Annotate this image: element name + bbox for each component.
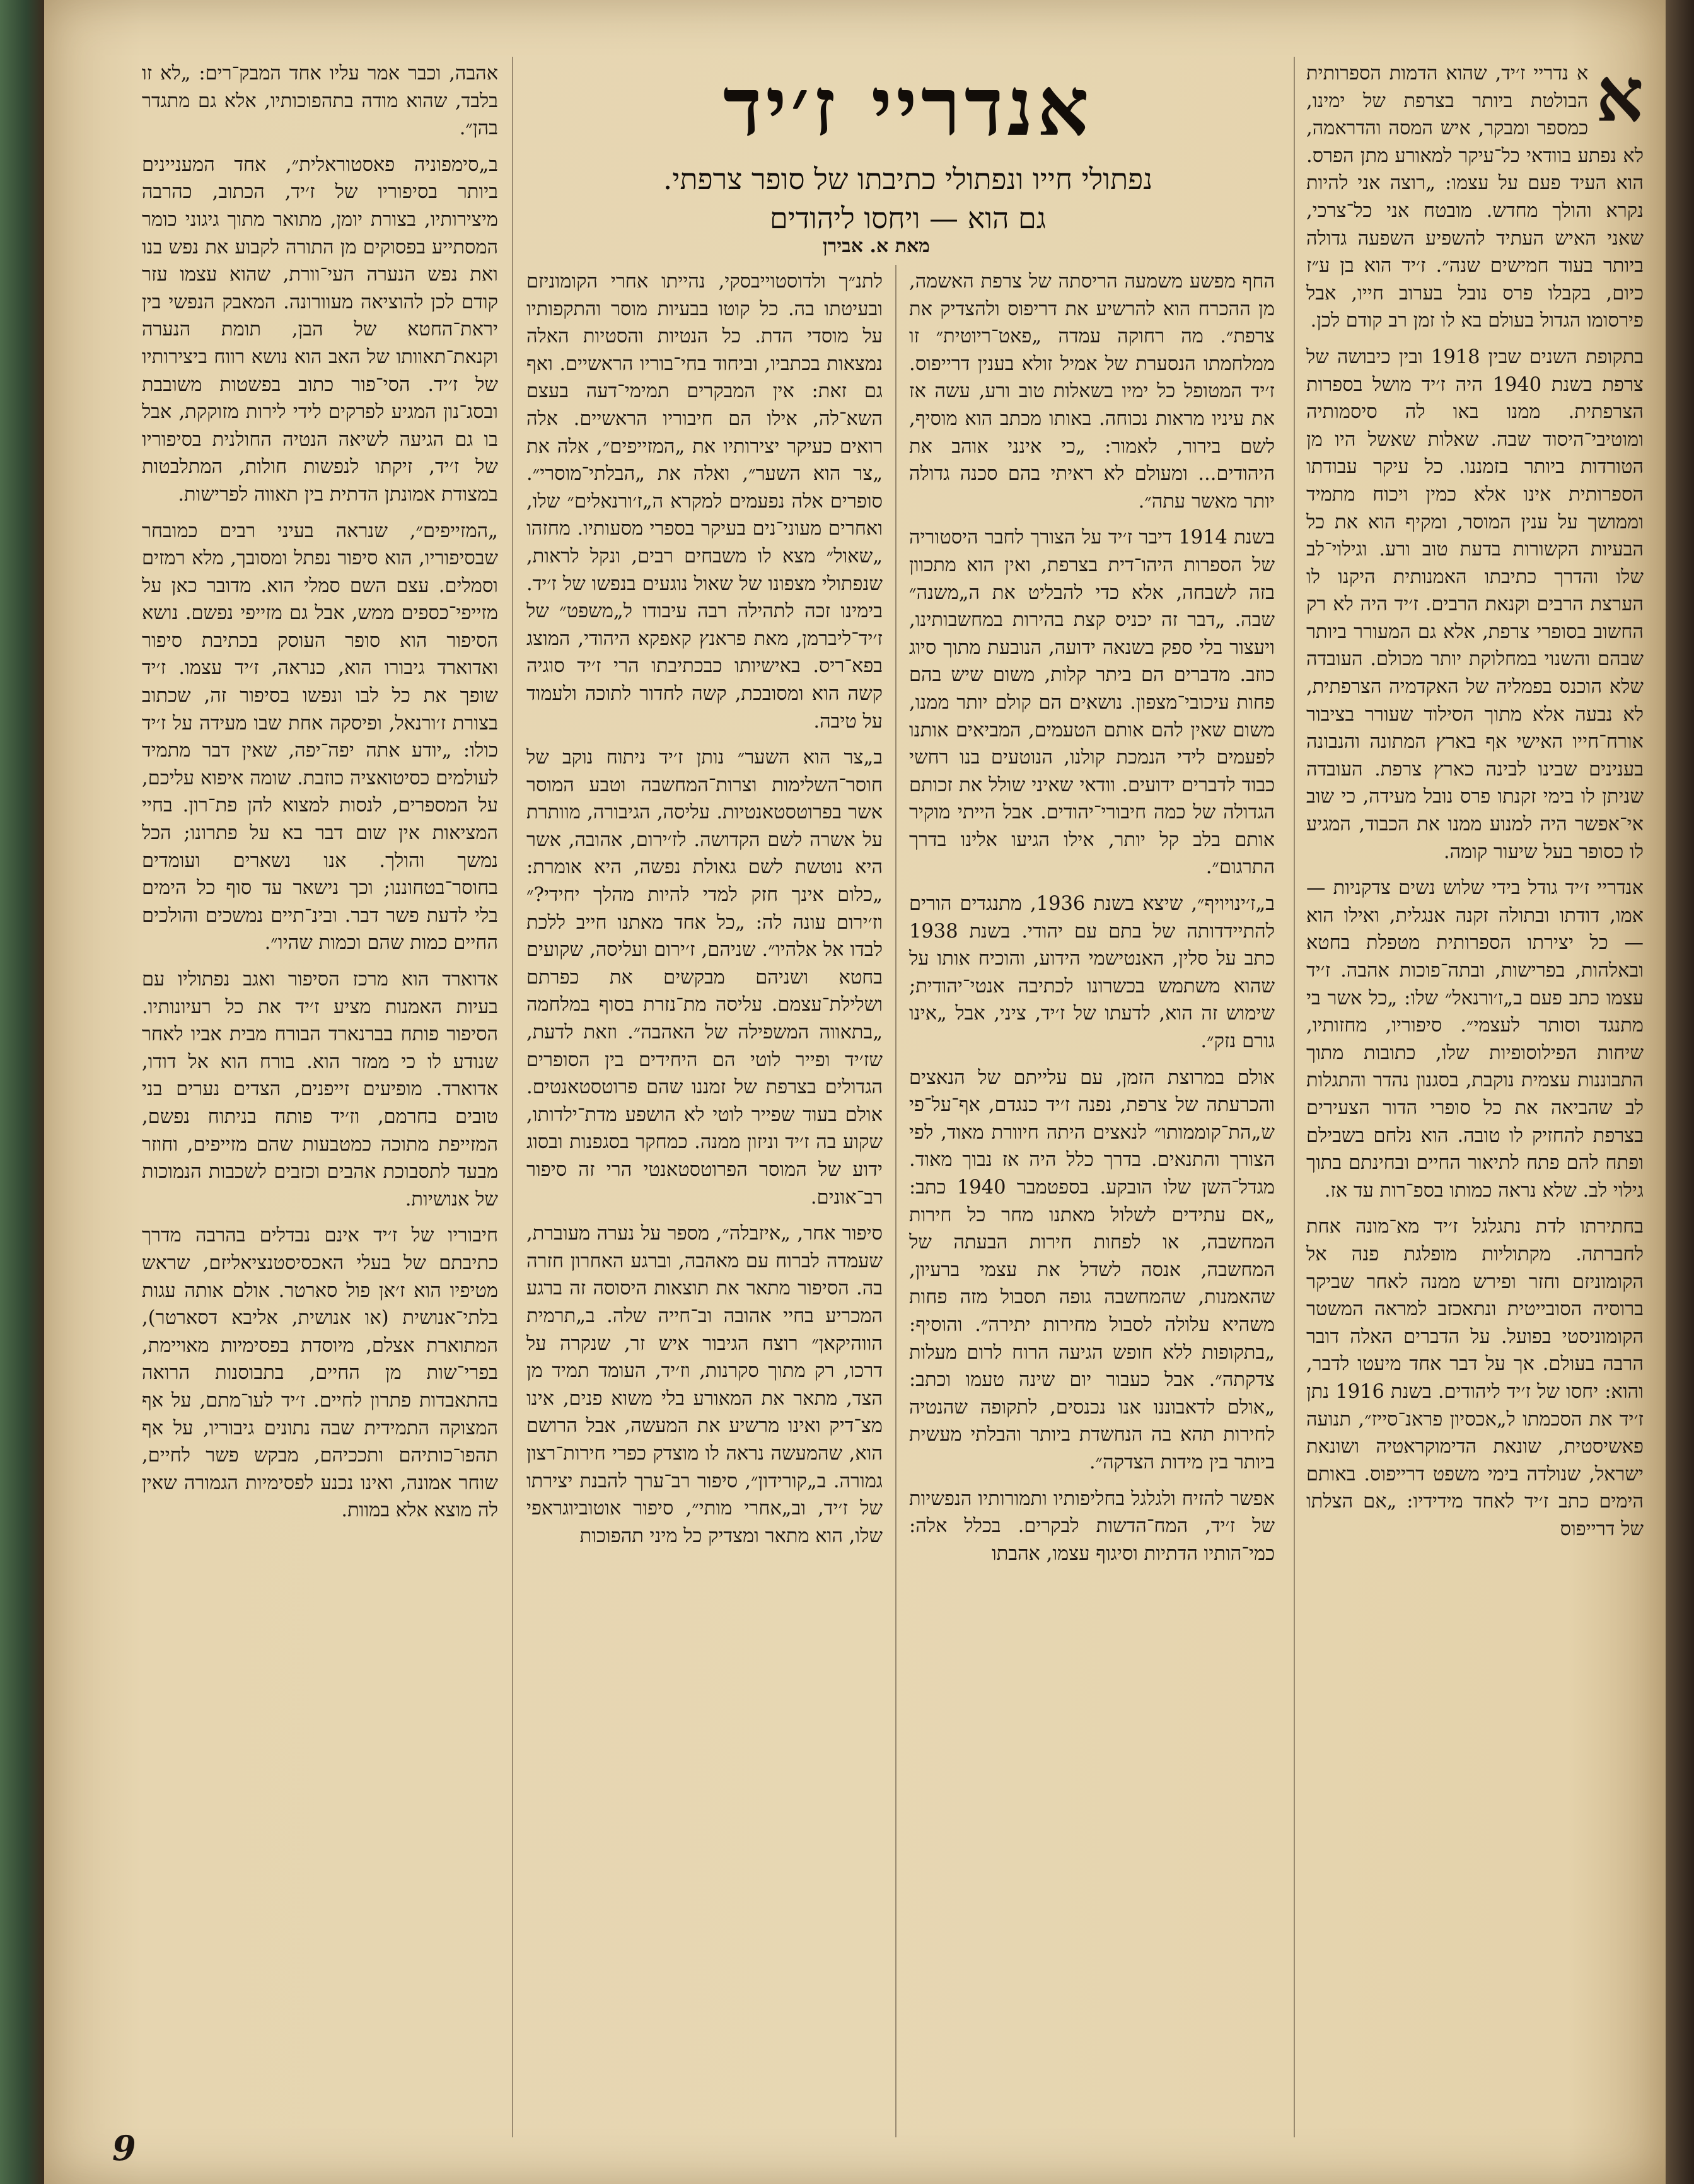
paragraph: ב„צר הוא השער״ נותן ז׳יד ניתוח נוקב של חוסר־השלימות וצרות־המחשבה וטבע המוסר אשר בפרוטסטאנטיות. עליסה, הגיבורה, מוותרת על אשרה לשם הקדושה. לז׳ירום, אהובה, אשר היא נוטשת לשם גאולת נפשה, היא אומרת: „כלום אינך חזק למדי להיות מהלך יחידי?״ וז׳ירום עונה לה: „כל אחד מאתנו חייב ללכת לבדו אל אלהיו״. שניהם, ז׳ירום ועליסה, שקועים בחטא ושניהם מבקשים את כפרתם ושלילת־עצמם. עליסה מת־נזרת בסוף במלחמה „בתאווה המשפילה של האהבה״. וזאת לדעת, שז׳יד ופייר לוטי הם היחידים בין הסופרים הגדולים בצרפת של זמננו שהם פרוטסטאנטים. אולם בעוד שפייר לוטי לא הושפע מדת־ילדותו, שקוע בה ז׳יד וניזון ממנה. כמחקר בסגפנות ובסוג ידוע של המוסר הפרוטסטאנטי הרי זה סיפור רב־אונים. (526, 746, 883, 1209)
paragraph: אדוארד הוא מרכז הסיפור ואגב נפתוליו עם בעיות האמנות מציע ז׳יד את כל רעיונותיו. הסיפור פותח בברנארד הבורח מבית אביו לאחר שנודע לו כי ממזר הוא. בורח הוא אל דודו, אדוארד. מופיעים זייפנים, הצדים נערים בני טובים בחרמם, וז׳יד פותח בניתוח נפשם, המזייפת מתוכה כמטבעות שהם מזייפים, וחוזר מבעד לתסבוכת אהבים וכזבים לשכבות הנמוכות של אנושיות. (142, 968, 498, 1211)
page-right-edge (1666, 0, 1694, 2184)
column-rule (895, 265, 896, 2137)
paragraph: ב„ז׳ינויויף״, שיצא בשנת 1936, מתנגדים הורים להתיידדותה של בתם עם יהודי. בשנת 1938 כתב על סלין, האנטישמי הידוע, והוכיח אותו על שהוא משתמש בכשרונו לכתיבה אנטי־יהודית; שימוש זה הוא, לדעתו של ז׳יד, ציני, אבל „אינו גורם נזק״. (909, 893, 1275, 1053)
title-block (567, 60, 1248, 238)
column-1 (1306, 60, 1644, 2153)
column-4 (142, 60, 498, 2153)
paragraph: לתנ״ך ולדוסטוייבסקי, נהייתו אחרי הקומוניזם ובעיטתו בה. כל קוטו בבעיות מוסר והתקפותיו על מוסדי הדת. כל הנטיות והסטיות האלה נמצאות בכתביו, וביחוד בחי־בוריו הראשיים. ואף גם זאת: אין המבקרים תמימי־דעה בעצם השא־לה, אילו הם חיבוריו הראשיים. אלה רואים כעיקר יצירותיו את „המזייפים״, אלה את „צר הוא השער״, ואלה את „הבלתי־מוסרי״. סופרים אלה נפעמים למקרא ה„ז׳ורנאלים״ שלו, ואחרים מעוני־נים בעיקר בספרי מסעותיו. מחזהו „שאול״ מצא לו משבחים רבים, ונקל לראות, שנפתולי מצפונו של שאול נוגעים בנפשו של ז׳יד. בימינו זכה לתהילה רבה עיבודו ל„משפט״ של ז׳יד־ליברמן, מאת פראנץ קאפקא היהודי, המוצג בפא־ריס. באישיותו כבכתיבתו הרי ז׳יד סוגיה קשה הוא ומסובכת, קשה לחדור לתוכה ולעמוד על טיבה. (526, 270, 883, 733)
paragraph: חיבוריו של ז׳יד אינם נבדלים בהרבה מדרך כתיבתם של בעלי האכסיסטנציאליזם, שראש מטיפיו הוא ז׳אן פול סארטר. אולם אותה עגות בלתי־אנושית (או אנושית, אליבא דסארטר), המתוארת אצלם, מיוסדת בפסימיות מאויימת, בפרי־שות מן החיים, בתבוסנות הרואה בהתאבדות פתרון לחיים. ז׳יד לעו־מתם, על אף המצוקה התמידית שבה נתונים גיבוריו, על אף תהפו־כותיהם ותככיהם, מבקש פשר לחיים, שוחר אמונה, ואינו נכנע לפסימיות הגמורה שאין לה מוצא אלא במוות. (142, 1224, 498, 1522)
paragraph: אפשר להזיח ולגלגל בחליפותיו ותמורותיו הנפשיות של ז׳יד, המח־הדשות לבקרים. בכלל אלה: כמי־הותיו הדתיות וסיגוף עצמו, אהבתו (909, 1487, 1275, 1565)
paragraph: „המזייפים״, שנראה בעיני רבים כמובחר שבסיפוריו, הוא סיפור נפתל ומסובך, מלא רמזים וסמלים. עצם השם סמלי הוא. מדובר כאן על מזייפי־כספים ממש, אבל גם מזייפי נפשם. נושא הסיפור הוא סופר העוסק בכתיבת סיפור ואדוארד גיבורו הוא, כנראה, ז׳יד עצמו. ז׳יד שופך את כל לבו ונפשו בסיפור זה, שכתוב בצורת ז׳ורנאל, ופיסקה אחת שבו מעידה על ז׳יד כולו: „יודע אתה יפה־יפה, שאין דבר מתמיד לעולמים כסיטואציה כוזבת. שומה איפוא עליכם, על המספרים, לנסות למצוא להן פת־רון. בחיי המציאות אין שום דבר בא על פתרונו; הכל נמשך והולך. אנו נשארים ועומדים בחוסר־בטחוננו; וכך נישאר עד סוף כל הימים בלי לדעת פשר דבר. ובינ־תיים נמשכים והולכים החיים כמות שהם וכמות שהיו״. (142, 520, 498, 955)
column-rule (1294, 57, 1295, 2137)
paragraph: ב„סימפוניה פאסטוראלית״, אחד המעניינים ביותר בסיפוריו של ז׳יד, הכתוב, כהרבה מיצירותיו, בצורת יומן, מתואר מתוך גיגוני כומר המסתייע בפסוקים מן התורה לקבוע את נפש בנו ואת נפש הנערה העי־וורת, שהוא עצמו עזר קודם לכן להוציאה מעוורונה. המאבק הנפשי בין יראת־החטא של הבן, תומת הנערה וקנאת־תאוותו של האב הוא נושא רווח ביצירותיו של ז׳יד. הסי־פור כתוב בפשטות משובבת ובסג־נון המגיע לפרקים לידי לירות מזוקקת, אבל בו גם הגיעה לשיאה הנטיה החולנית בסיפוריו של ז׳יד, זיקתו לנפשות חולות, המתלבטות במצודת אמונתן הדתית בין תאווה לפרישות. (142, 153, 498, 506)
column-3 (526, 268, 883, 2153)
byline: מאת א. אבירן (823, 235, 930, 257)
paragraph (1306, 60, 1644, 335)
article-title: אנדריי ז׳יד (722, 60, 1093, 154)
paragraph: החף מפשע משמעה הריסתה של צרפת האשמה, מן ההכרח הוא להרשיע את דריפוס ולהצדיק את צרפת״. מה רחוקה עמדה „פאט־ריוטית״ זו ממלחמתו הנסערת של אמיל זולא בענין דרייפוס. ז׳יד המטופל כל ימיו בשאלות טוב ורע, עשה אז את עיניו מראות נכוחה. באותו מכתב הוא מוסיף, לשם בירור, לאמור: „כי אינני אוהב את היהודים... ומעולם לא ראיתי בהם סכנה גדולה יותר מאשר עתה״. (909, 270, 1275, 513)
paragraph: אולם במרוצת הזמן, עם עלייתם של הנאצים והכרעתה של צרפת, נפנה ז׳יד כנגדם, אף־על־פי ש„הת־קוממותו״ לנאצים היתה חיוורת מאוד, לפי הצורך והתנאים. בדרך כלל היה אז נבוך מאוד. מגדל־השן שלו הובקע. בספטמבר 1940 כתב: „אם עתידים לשלול מאתנו מחר כל חירות המחשבה, או לפחות חירות הבעתה של המחשבה, אנסה לשדל את עצמי ברעיון, שהאמנות, שהמחשבה גופה תסבול מזה פחות משהיא עלולה לסבול מחירות יתירה״. והוסיף: „בתקופות ללא חופש הגיעה הרוח לרום מעלות צדקתה״. אבל כעבור יום שינה טעמו וכתב: „אולם לדאבוננו אנו נכנסים, לתקופה שהנטיה לחירות תהא בה הנחשדת ביותר והבלתי מעשית ביותר בין מידות הצדקה״. (909, 1066, 1275, 1473)
column-rule (512, 57, 513, 2137)
drop-cap: א (1596, 60, 1644, 139)
paragraph-text: א נדריי ז׳יד, שהוא הדמות הספרותית הבולטת ביותר בצרפת של ימינו, כמספר ומבקר, איש המסה והדראמה, לא נפתע בוודאי כל־עיקר למאורע מתן הפרס. הוא העיד פעם על עצמו: „רוצה אני להיות נקרא והולך מחדש. מובטח אני כל־צרכי, שאני האיש העתיד להשפיע השפעה גדולה ביותר בעוד חמישים שנה״. ז׳יד הוא בן ע״ז כיום, בקבלו פרס נובל בערוב חייו, אבל פירסומו הגדול בעולם בא לו זמן רב קודם לכן. (1306, 62, 1644, 332)
book-spine-edge (0, 0, 44, 2184)
paragraph: סיפור אחר, „איזבלה״, מספר על נערה מעוברת, שעמדה לברוח עם מאהבה, וברגע האחרון חזרה בה. הסיפור מתאר את תוצאות היסוסה זה ברגע המכריע בחיי אהובה וב־חייה שלה. ב„תרמית הווהיקאן״ רוצח הגיבור איש זר, שנקרה על דרכו, רק מתוך סקרנות, וז׳יד, העומד תמיד מן הצד, מתאר את המאורע בלי משוא פנים, אינו מצ־דיק ואינו מרשיע את המעשה, אבל הרושם הוא, שהמעשה נראה לו מוצדק כפרי חירות־רצון גמורה. ב„קורידון״, סיפור רב־ערך להבנת יצירתו של ז׳יד, וב„אחרי מותי״, סיפור אוטוביוגראפי שלו, הוא מתאר ומצדיק כל מיני תהפוכות (526, 1223, 883, 1547)
article-subtitle: נפתולי חייו ונפתולי כתיבתו של סופר צרפתי. (663, 162, 1153, 196)
paragraph: אנדריי ז׳יד גודל בידי שלוש נשים צדקניות — אמו, דודתו ובתולה זקנה אנגלית, ואילו הוא — כל יצירתו הספרותית מטפלת בחטא ובאלהות, בפרישות, ובתה־פוכות אהבה. ז׳יד עצמו כתב פעם ב„ז׳ורנאל״ שלו: „כל אשר בי מתנגד וסותר לעצמי״. סיפוריו, מחזותיו, שיחות הפילוסופיות שלו, כתובות מתוך התבוננות עצמית נוקבת, בסגנון נהדר והתגלות לב שהביאה את כל סופרי הדור הצעירים בצרפת להחזיק לו טובה. הוא נלחם בשבילם ופתח להם פתח לתיאור החיים ובחינתם בתוך גילוי לב. שלא נראה כמותו בספ־רות עד אז. (1306, 877, 1644, 1202)
paragraph: בשנת 1914 דיבר ז׳יד על הצורך לחבר היסטוריה של הספרות היהו־דית בצרפת, ואין הוא מתכוון בזה לשבחה, אלא כדי להבליט את ה„משנה״ שבה. „דבר זה יכניס קצת בהירות במחשבותינו, ויעצור בלי ספק בשנאה ידועה, הנובעת מתוך סיוג כוזב. מדברים הם ביתר קלות, משום שיש בהם פחות עיכובי־מצפון. נושאים הם קולם יותר ממנו, משום שאין להם אותם הטעמים, המביאים אותנו לפעמים לידי הנמכת קולנו, הנוטעים בנו רחשי כבוד לדברים ידועים. וודאי שאיני שולל את זכותם הגדולה של כמה חיבורי־יהודים. אבל הייתי מוקיר אותם בלב קל יותר, אילו הגיעו אלינו בדרך התרגום״. (909, 526, 1275, 879)
page-number: 9 (112, 2128, 136, 2168)
paragraph: בחתירתו לדת נתגלגל ז׳יד מא־מונה אחת לחברתה. מקתוליות מופלגת פנה אל הקומוניזם וחזר ופירש ממנה לאחר שביקר ברוסיה הסובייטית ונתאכזב למראה המשטר הקומוניסטי בפועל. על הדברים האלה דובר הרבה בעולם. אך על דבר אחד מיעטו לדבר, והוא: יחסו של ז׳יד ליהודים. בשנת 1916 נתן ז׳יד את הסכמתו ל„אכסיון פראנ־סייז״, תנועה פאשיסטית, שונאת הדימוקראטיה ושונאת ישראל, שנולדה בימי משפט דרייפוס. באותם הימים כתב ז׳יד לאחד מידידיו: „אם הצלתו של דרייפוס (1306, 1216, 1644, 1540)
paragraph: בתקופת השנים שבין 1918 ובין כיבושה של צרפת בשנת 1940 היה ז׳יד מושל בספרות הצרפתית. ממנו באו לה סיסמותיה ומוטיבי־היסוד שבה. שאלות שאשל היו מן הטורדות ביותר בזמננו. כל עיקר עבודתו הספרותית אינו אלא כמין ויכוח מתמיד וממושך על ענין המוסר, ומקיף הוא את כל הבעיות הקשורות בדעת טוב ורע. וגילוי־לב שלו והדרך כתיבתו האמנותית היקנו לו הערצת הרבים וקנאת הרבים. ז׳יד היה לא רק החשוב בסופרי צרפת, אלא גם המעורר ביותר שבהם והשנוי במחלוקת יותר מכולם. העובדה שלא הוכנס בפמליה של האקדמיה הצרפתית, לא נבעה אלא מתוך הסילוד שעורר בציבור אורח־חייו האישי אף בארץ המתונה והנבונה בענינים שבינו לבינה כארץ צרפת. העובדה שניתן לו בימי זקנתו פרס נובל מעידה, כי שוב אי־אפשר היה למנוע ממנו את הכבוד, המגיע לו כסופר בעל שיעור קומה. (1306, 346, 1644, 863)
paragraph: אהבה, וכבר אמר עליו אחד המבק־רים: „לא זו בלבד, שהוא מודה בתהפוכותיו, אלא גם מתגדר בהן״. (142, 62, 498, 140)
article-subtitle-2: גם הוא — ויחסו ליהודים (770, 201, 1046, 235)
column-2 (909, 268, 1275, 2153)
